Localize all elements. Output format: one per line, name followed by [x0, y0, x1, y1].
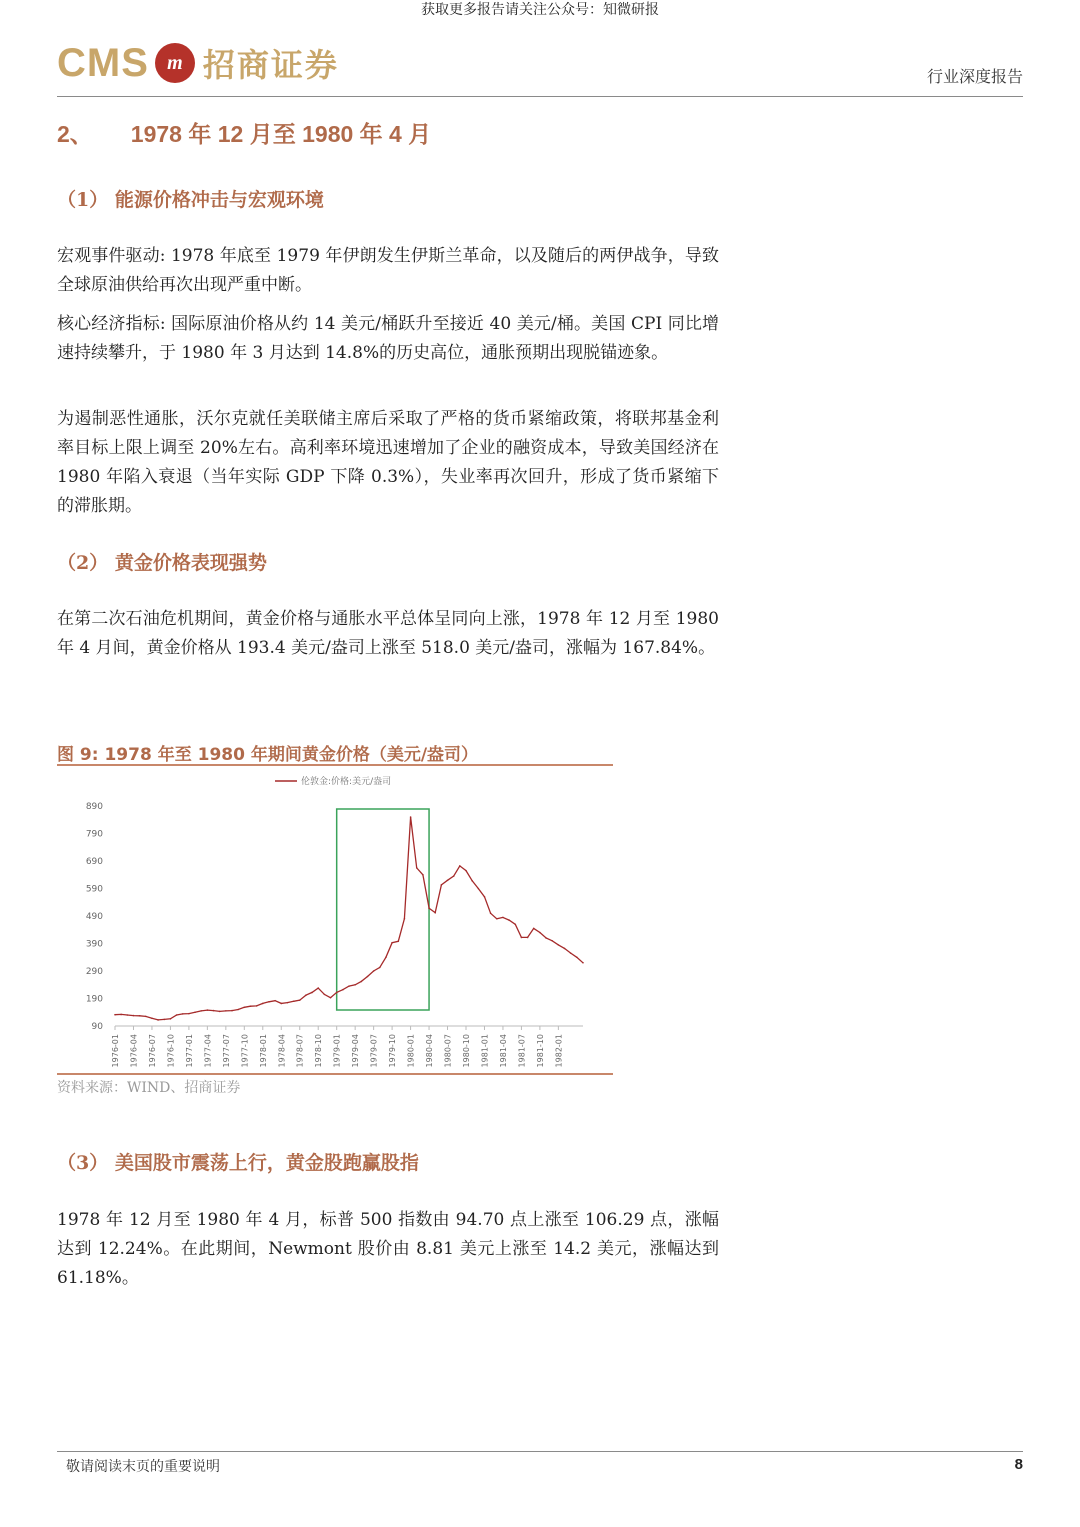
data-point [305, 994, 307, 996]
y-axis [86, 802, 103, 1032]
figure-top-rule [57, 764, 613, 766]
chart-legend [275, 775, 391, 787]
data-point [194, 1011, 196, 1013]
data-point [508, 919, 510, 921]
data-point [533, 928, 535, 930]
x-tick-label: 1976-07 [147, 1034, 157, 1068]
data-point [163, 1019, 165, 1021]
section-title: 1978 年 12 月至 1980 年 4 月 [130, 121, 432, 147]
x-tick-label: 1979-01 [332, 1034, 342, 1068]
x-tick-label: 1979-04 [351, 1034, 361, 1068]
data-point [570, 952, 572, 954]
data-point [225, 1010, 227, 1012]
data-point [527, 937, 529, 939]
data-point [391, 942, 393, 944]
x-tick-label: 1982-01 [554, 1034, 564, 1068]
data-point [447, 879, 449, 881]
data-point [145, 1016, 147, 1018]
x-tick-label: 1978-07 [295, 1034, 305, 1068]
footer-disclaimer: 敬请阅读末页的重要说明 [66, 1459, 220, 1475]
data-point [170, 1018, 172, 1020]
data-point [539, 932, 541, 934]
x-axis [111, 1026, 583, 1067]
top-note: 获取更多报告请关注公众号：知微研报 [421, 2, 659, 18]
data-point [311, 992, 313, 994]
data-point [471, 880, 473, 882]
data-point [564, 948, 566, 950]
x-tick-label: 1979-10 [388, 1034, 398, 1068]
footer-divider [57, 1451, 1023, 1452]
data-point [231, 1010, 233, 1012]
header-divider [57, 96, 1023, 97]
data-point [496, 918, 498, 920]
data-point [336, 992, 338, 994]
y-tick-label: 890 [85, 802, 103, 812]
data-point [299, 999, 301, 1001]
x-tick-label: 1978-04 [277, 1034, 287, 1068]
subsection-stocks-heading: （3） 美国股市震荡上行，黄金股跑赢股指 [57, 1152, 419, 1174]
data-point [256, 1005, 258, 1007]
paragraph-monetary-tightening: 为遏制恶性通胀，沃尔克就任美联储主席后采取了严格的货币紧缩政策，将联邦基金利率目标上限上调至 20%左右。高利率环境迅速增加了企业的融资成本，导致美国经济在 1980 年陷入衰退（当年实际 GDP 下降 0.3%），失业率再次回升，形成了货币紧缩下的滞胀期。 [57, 409, 719, 516]
x-tick-label: 1978-10 [314, 1034, 324, 1068]
data-point [367, 976, 369, 978]
data-point [133, 1015, 135, 1017]
data-point [151, 1018, 153, 1020]
data-point [324, 994, 326, 996]
data-point [293, 1000, 295, 1002]
x-tick-label: 1979-07 [369, 1034, 379, 1068]
data-point [274, 1000, 276, 1002]
highlight-box [337, 809, 429, 1010]
data-point [465, 870, 467, 872]
data-point [157, 1019, 159, 1021]
y-tick-label: 690 [85, 857, 103, 867]
figure-bottom-rule [57, 1073, 613, 1075]
data-point [521, 937, 523, 939]
chart-svg [57, 768, 613, 1074]
data-point [441, 884, 443, 886]
data-point [434, 912, 436, 914]
data-point [514, 923, 516, 925]
x-tick-label: 1978-01 [258, 1034, 268, 1068]
x-tick-label: 1981-07 [517, 1034, 527, 1068]
y-tick-label: 590 [85, 884, 103, 895]
y-tick-label: 90 [91, 1022, 103, 1032]
logo-latin: CMS [57, 40, 149, 85]
y-tick-label: 790 [85, 829, 103, 840]
section-heading [57, 116, 431, 149]
data-point [237, 1009, 239, 1011]
subsection-energy-heading: （1） 能源价格冲击与宏观环境 [57, 189, 324, 211]
data-point [576, 956, 578, 958]
legend-label: 伦敦金:价格:美元/盎司 [301, 777, 392, 787]
y-tick-label: 490 [85, 912, 103, 922]
paragraph-macro-events: 宏观事件驱动: 1978 年底至 1979 年伊朗发生伊斯兰革命，以及随后的两伊战争，导致全球原油供给再次出现严重中断。 [57, 246, 719, 295]
data-point [348, 985, 350, 987]
data-point [176, 1014, 178, 1016]
data-point [404, 918, 406, 920]
page-number: 8 [1014, 1456, 1023, 1473]
data-points [114, 816, 584, 1021]
data-point [213, 1010, 215, 1012]
data-point [200, 1010, 202, 1012]
x-tick-label: 1976-04 [129, 1034, 139, 1068]
data-point [250, 1005, 252, 1007]
y-tick-label: 290 [85, 967, 103, 977]
data-point [428, 908, 430, 910]
data-point [582, 962, 584, 964]
data-point [287, 1002, 289, 1004]
data-point [188, 1013, 190, 1015]
data-point [354, 984, 356, 986]
data-point [410, 816, 412, 818]
data-point [558, 944, 560, 946]
paragraph-economic-indicators: 核心经济指标: 国际原油价格从约 14 美元/桶跃升至接近 40 美元/桶。美国 CPI 同比增速持续攀升，于 1980 年 3 月达到 14.8%的历史高位，通胀预期出现脱锚迹象。 [57, 314, 719, 363]
report-type: 行业深度报告 [926, 67, 1023, 86]
data-point [545, 937, 547, 939]
x-tick-label: 1976-01 [111, 1034, 120, 1068]
x-tick-label: 1981-10 [535, 1034, 545, 1068]
data-point [244, 1007, 246, 1009]
gold-price-chart [57, 768, 613, 1074]
paragraph-stock-performance: 1978 年 12 月至 1980 年 4 月，标普 500 指数由 94.70 点上涨至 106.29 点，涨幅达到 12.24%。在此期间，Newmont 股价由 8.81 美元上涨至 14.2 美元，涨幅达到 61.18%。 [57, 1210, 719, 1288]
x-tick-label: 1977-10 [240, 1034, 250, 1068]
series-gold-price [115, 817, 583, 1020]
data-point [385, 956, 387, 958]
x-tick-label: 1976-10 [166, 1034, 176, 1068]
data-point [219, 1011, 221, 1013]
data-point [317, 987, 319, 989]
data-point [280, 1003, 282, 1005]
logo-chinese: 招商证券 [202, 46, 339, 84]
data-point [127, 1014, 129, 1016]
data-point [139, 1015, 141, 1017]
section-number: 2、 [57, 121, 93, 147]
data-point [342, 989, 344, 991]
subsection-gold-heading: （2） 黄金价格表现强势 [57, 552, 267, 574]
x-tick-label: 1977-01 [184, 1034, 194, 1068]
data-point [478, 888, 480, 890]
x-tick-label: 1977-07 [221, 1034, 231, 1068]
x-tick-label: 1980-07 [443, 1034, 453, 1068]
x-tick-label: 1980-04 [425, 1034, 435, 1068]
data-point [262, 1003, 264, 1005]
x-tick-label: 1977-04 [203, 1034, 213, 1068]
data-point [114, 1014, 116, 1016]
data-point [484, 896, 486, 898]
data-point [397, 941, 399, 943]
data-point [502, 917, 504, 919]
data-point [416, 867, 418, 869]
data-point [422, 874, 424, 876]
data-point [490, 912, 492, 914]
logo-badge-icon: m [155, 43, 195, 83]
data-point [207, 1009, 209, 1011]
cms-logo [57, 40, 339, 86]
data-point [120, 1014, 122, 1016]
data-point [459, 865, 461, 867]
x-tick-label: 1981-01 [480, 1034, 490, 1068]
data-point [373, 970, 375, 972]
data-point [551, 940, 553, 942]
data-point [379, 967, 381, 969]
figure-title: 图 9: 1978 年至 1980 年期间黄金价格（美元/盎司） [57, 745, 479, 765]
x-tick-label: 1981-04 [498, 1034, 508, 1068]
data-point [268, 1001, 270, 1003]
x-tick-label: 1980-10 [462, 1034, 471, 1068]
paragraph-gold-performance: 在第二次石油危机期间，黄金价格与通胀水平总体呈同向上涨，1978 年 12 月至 1980 年 4 月间，黄金价格从 193.4 美元/盎司上涨至 518.0 美元/盎司，涨幅为 167.84%。 [57, 609, 719, 658]
y-tick-label: 390 [85, 939, 103, 950]
data-point [453, 875, 455, 877]
data-point [182, 1013, 184, 1015]
y-tick-label: 190 [85, 994, 103, 1005]
data-point [330, 997, 332, 999]
x-tick-label: 1980-01 [406, 1034, 416, 1068]
data-point [361, 981, 363, 983]
figure-source: 资料来源：WIND、招商证券 [57, 1080, 241, 1096]
